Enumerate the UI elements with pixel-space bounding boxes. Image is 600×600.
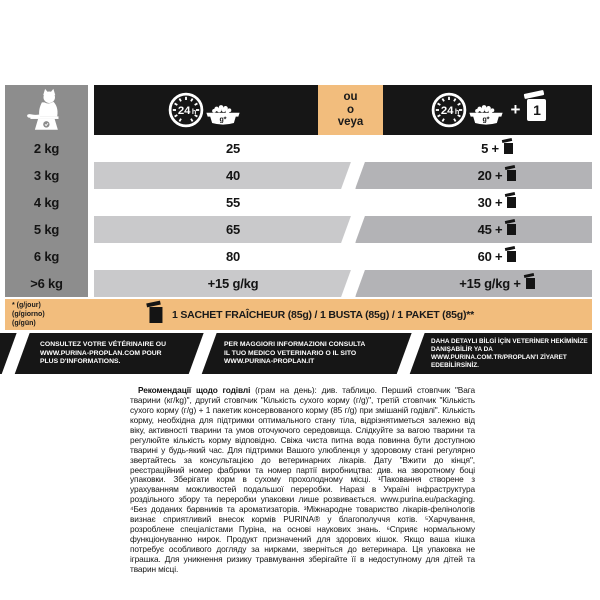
svg-text:h: h: [191, 107, 197, 117]
svg-text:g*: g*: [482, 116, 490, 124]
wet-food-pouch-icon: [507, 251, 516, 262]
sachet-text: 1 SACHET FRAÎCHEUR (85g) / 1 BUSTA (85g) / 1 PAKET (85g)**: [171, 308, 475, 321]
pouch-lid: [524, 90, 545, 99]
unit-line-it: (g/giorno): [12, 311, 45, 318]
dry-amount: +15 g/kg: [207, 276, 259, 291]
dry-amount: 65: [225, 222, 241, 237]
mixed-amount: 45 +: [356, 216, 592, 243]
wet-food-pouch-icon: [527, 99, 546, 121]
wet-food-pouch-icon: [507, 170, 516, 181]
cat-on-scale-icon: [24, 87, 70, 133]
dry-amount: 25: [225, 141, 241, 156]
mixed-amount: +15 g/kg +: [356, 270, 592, 297]
dry-amount: 40: [225, 168, 241, 183]
weight-label: 6 kg: [33, 249, 60, 264]
mixed-feeding-header: [383, 85, 592, 135]
weight-label: >6 kg: [30, 276, 63, 291]
units-footnote: [12, 301, 45, 328]
plus-sign: +: [510, 100, 521, 119]
weight-column: [5, 85, 88, 297]
weight-label: 2 kg: [33, 141, 60, 156]
table-row: [94, 243, 592, 270]
table-row: [94, 135, 592, 162]
wet-food-pouch-icon: [507, 197, 516, 208]
or-label-fr: ou: [343, 91, 358, 104]
or-header-cell: [318, 85, 383, 135]
table-row: [94, 162, 592, 189]
food-bowl-icon: [200, 101, 246, 131]
slash-divider: [0, 333, 31, 374]
svg-text:24: 24: [177, 105, 191, 118]
dry-amount: 80: [225, 249, 241, 264]
mixed-amount: 5 +: [356, 135, 592, 162]
dry-feeding-header: [94, 85, 318, 135]
wet-food-pouch-icon: [526, 278, 535, 289]
food-bowl-icon: [463, 101, 509, 131]
table-row: [94, 189, 592, 216]
svg-text:g*: g*: [219, 116, 227, 124]
sachet-note: [149, 299, 474, 330]
or-label-tr: veya: [337, 116, 364, 129]
weight-header-cell: [5, 85, 88, 135]
table-row: [94, 270, 592, 297]
table-row: [94, 216, 592, 243]
dry-amount: 55: [225, 195, 241, 210]
weight-label: 5 kg: [33, 222, 60, 237]
info-box-tr: DAHA DETAYLI BİLGİ İÇİN VETERİNER HEKİMİNİZE DANIŞABİLİR YA DA WWW.PURINA.COM.TR/PROPLAN'I ZİYARET EDEBİLİRSİNİZ.: [431, 338, 588, 369]
info-box-it: PER MAGGIORI INFORMAZIONI CONSULTA IL TUO MEDICO VETERINARIO O IL SITO WWW.PURINA-PROPLAN.IT: [224, 341, 366, 366]
feeding-instructions-text: [130, 386, 475, 574]
unit-line-tr: (g/gün): [12, 320, 36, 327]
svg-text:h: h: [454, 107, 459, 117]
mixed-amount: 30 +: [356, 189, 592, 216]
slash-divider: [395, 333, 426, 374]
unit-line-fr: * (g/jour): [12, 302, 41, 309]
vet-info-band: [0, 333, 592, 374]
mixed-amount: 60 +: [356, 243, 592, 270]
info-box-fr: CONSULTEZ VOTRE VÉTÉRINAIRE OU WWW.PURINA-PROPLAN.COM POUR PLUS D'INFORMATIONS.: [40, 341, 167, 366]
feeding-rows: [94, 135, 592, 297]
feeding-instructions-body: (грам на день): див. таблицю. Перший стовпчик "Вага тварини (кг/kg)", другий стовпчик "Кількість сухого корму (г/g)", третій стовпчик "Кількість сухого корму (г/g) + 1 пакетик консервованого корму (85 г/g) при змішаній годівлі". Кількість корму, необхідна для підтримки оптимального стану тіла, відрізнятиметься залежно від віку, активності тварини та умов оточуючого середовища. Слідкуйте за вагою тварини та регулюйте кількість корму відповідно. Свіжа чиста питна вода повинна бути доступною тварині у будь-який час. Для підтримки Вашого улюбленця у здоровому стані регулярно звертайтесь за консультацією до ветеринарних лікарів. Дату "Вжити до кінця", реєстраційний номер фабрики та номер партії виробництва: див. на зворотному боці упаковки. Зберігати корм в сухому прохолодному місці. ¹Паковання створене з урахуванням можливостей подальшої переробки. Наразі в Україні інфраструктура роздільного збору та переробки упаковки лише розвивається. www.purina.eu/packaging. ⁴Без доданих барвників та ароматизаторів. ³Міжнародне товариство лікарів-фелінологів визнає сприятливий внесок кормів PURINA® у благополуччя котів. ⁵Харчування, розроблене спеціалістами Пуріна, на основі наукових знань. ⁶Сприяє нормальному функціонуванню нирок. Продукт призначений для здорових кішок. Якщо ваша кішка потребує особливого догляду за нирками, зверніться до ветеринара. Ця упаковка не іграшка. Для уникнення ризику травмування зберігайте її в недоступному для дітей та тварин місці.: [130, 385, 475, 574]
sachet-note-bar: [5, 299, 592, 330]
wet-food-pouch-icon: [149, 307, 162, 323]
mixed-amount: 20 +: [356, 162, 592, 189]
feeding-instructions-lead: Рекомендації щодо годівлі: [138, 385, 251, 396]
wet-food-pouch-icon: [507, 224, 516, 235]
svg-text:24: 24: [440, 105, 454, 118]
pouch-count: 1: [533, 102, 541, 118]
or-label-it: o: [346, 103, 355, 116]
weight-label: 4 kg: [33, 195, 60, 210]
weight-label: 3 kg: [33, 168, 60, 183]
wet-food-pouch-icon: [504, 143, 513, 154]
